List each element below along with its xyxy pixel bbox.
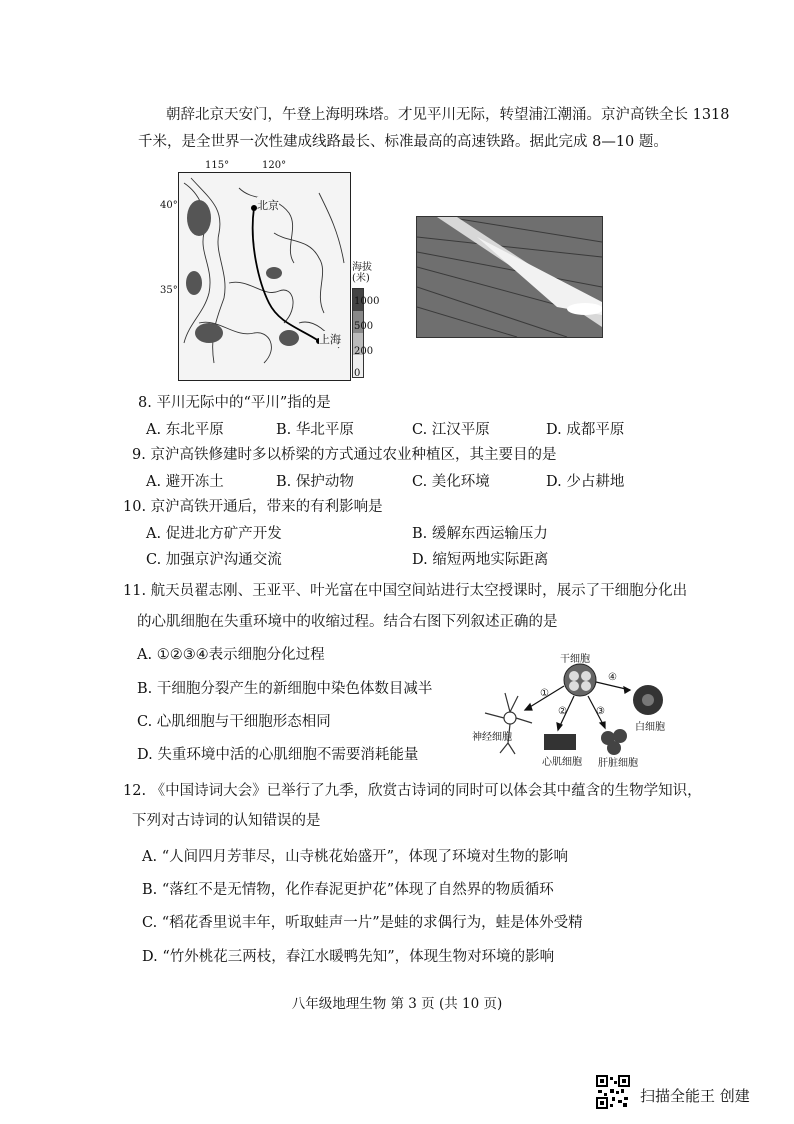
question-9 xyxy=(132,446,556,464)
page-footer: 八年级地理生物 第 3 页 (共 10 页) xyxy=(291,996,503,1012)
marker-2: ② xyxy=(558,706,567,717)
q8-option-d: D. 成都平原 xyxy=(546,422,625,438)
marker-1: ① xyxy=(540,688,549,699)
label-liver-cell: 肝脏细胞 xyxy=(598,758,638,769)
q8-option-a: A. 东北平原 xyxy=(146,422,224,438)
question-12-number: 12. xyxy=(123,783,147,799)
place-shanghai: 上海 xyxy=(319,333,341,346)
high-speed-rail-photo xyxy=(416,216,603,338)
question-9-stem: 京沪高铁修建时多以桥梁的方式通过农业种植区，其主要目的是 xyxy=(150,447,557,463)
label-nerve-cell: 神经细胞 xyxy=(472,732,512,743)
question-10 xyxy=(123,498,383,516)
cell-diagram xyxy=(470,648,670,768)
scanner-watermark: 扫描全能王 创建 xyxy=(640,1087,750,1105)
cell-differentiation-figure xyxy=(470,648,670,768)
legend-0: 0 xyxy=(354,368,361,379)
q9-option-c: C. 美化环境 xyxy=(412,474,490,490)
q10-option-d: D. 缩短两地实际距离 xyxy=(412,552,549,568)
legend-1000: 1000 xyxy=(354,296,380,307)
topographic-map xyxy=(178,172,351,381)
question-8 xyxy=(138,394,331,412)
legend-500: 500 xyxy=(354,321,374,332)
legend-title: 海拔(米) xyxy=(352,262,372,284)
q10-option-a: A. 促进北方矿产开发 xyxy=(146,526,282,542)
q12-option-a: A. “人间四月芳菲尽，山寺桃花始盛开”，体现了环境对生物的影响 xyxy=(142,849,569,865)
question-9-number: 9. xyxy=(132,447,146,463)
rail-photo-image xyxy=(417,217,602,337)
lat-label-40: 40° xyxy=(160,200,178,211)
question-11-line-1 xyxy=(123,582,687,600)
question-12-stem-1: 《中国诗词大会》已举行了九季，欣赏古诗词的同时可以体会其中蕴含的生物学知识， xyxy=(150,783,702,799)
q12-option-c: C. “稻花香里说丰年，听取蛙声一片”是蛙的求偶行为，蛙是体外受精 xyxy=(142,915,583,931)
question-11-stem-1: 航天员翟志刚、王亚平、叶光富在中国空间站进行太空授课时，展示了干细胞分化出 xyxy=(150,583,688,599)
label-white-blood-cell: 白细胞 xyxy=(635,722,665,733)
label-stem-cell: 干细胞 xyxy=(560,654,590,665)
q12-option-b: B. “落红不是无情物，化作春泥更护花”体现了自然界的物质循环 xyxy=(142,882,554,898)
question-8-stem: 平川无际中的“平川”指的是 xyxy=(156,395,331,411)
q8-option-c: C. 江汉平原 xyxy=(412,422,490,438)
label-cardiac-cell: 心肌细胞 xyxy=(542,757,582,768)
q11-option-a: A. ①②③④表示细胞分化过程 xyxy=(137,647,325,663)
q8-option-b: B. 华北平原 xyxy=(276,422,354,438)
question-11-number: 11. xyxy=(123,583,147,599)
place-beijing: 北京 xyxy=(257,199,279,212)
question-11-stem-2: 的心肌细胞在失重环境中的收缩过程。结合右图下列叙述正确的是 xyxy=(137,614,558,630)
q11-option-b: B. 干细胞分裂产生的新细胞中染色体数目减半 xyxy=(137,681,433,697)
q9-option-d: D. 少占耕地 xyxy=(546,474,625,490)
q10-option-c: C. 加强京沪沟通交流 xyxy=(146,552,282,568)
question-12-stem-2: 下列对古诗词的认知错误的是 xyxy=(132,813,321,829)
question-8-number: 8. xyxy=(138,395,152,411)
qr-code-icon xyxy=(596,1075,630,1109)
q10-option-b: B. 缓解东西运输压力 xyxy=(412,526,548,542)
legend-200: 200 xyxy=(354,346,374,357)
q11-option-c: C. 心肌细胞与干细胞形态相同 xyxy=(137,714,331,730)
intro-line-1: 朝辞北京天安门，午登上海明珠塔。才见平川无际，转望浦江潮涌。京沪高铁全长 1318 xyxy=(166,107,730,123)
marker-4: ④ xyxy=(608,672,617,683)
lon-label-115: 115° xyxy=(205,160,230,171)
marker-3: ③ xyxy=(596,706,605,717)
q9-option-b: B. 保护动物 xyxy=(276,474,354,490)
question-12-line-1 xyxy=(123,782,702,800)
question-10-stem: 京沪高铁开通后，带来的有利影响是 xyxy=(150,499,383,515)
intro-line-2: 千米，是全世界一次性建成线路最长、标准最高的高速铁路。据此完成 8—10 题。 xyxy=(138,134,668,150)
lon-label-120: 120° xyxy=(262,160,287,171)
lat-label-35: 35° xyxy=(160,285,178,296)
question-10-number: 10. xyxy=(123,499,147,515)
q9-option-a: A. 避开冻土 xyxy=(146,474,224,490)
q12-option-d: D. “竹外桃花三两枝，春江水暖鸭先知”，体现生物对环境的影响 xyxy=(142,949,555,965)
q11-option-d: D. 失重环境中活的心肌细胞不需要消耗能量 xyxy=(137,747,419,763)
